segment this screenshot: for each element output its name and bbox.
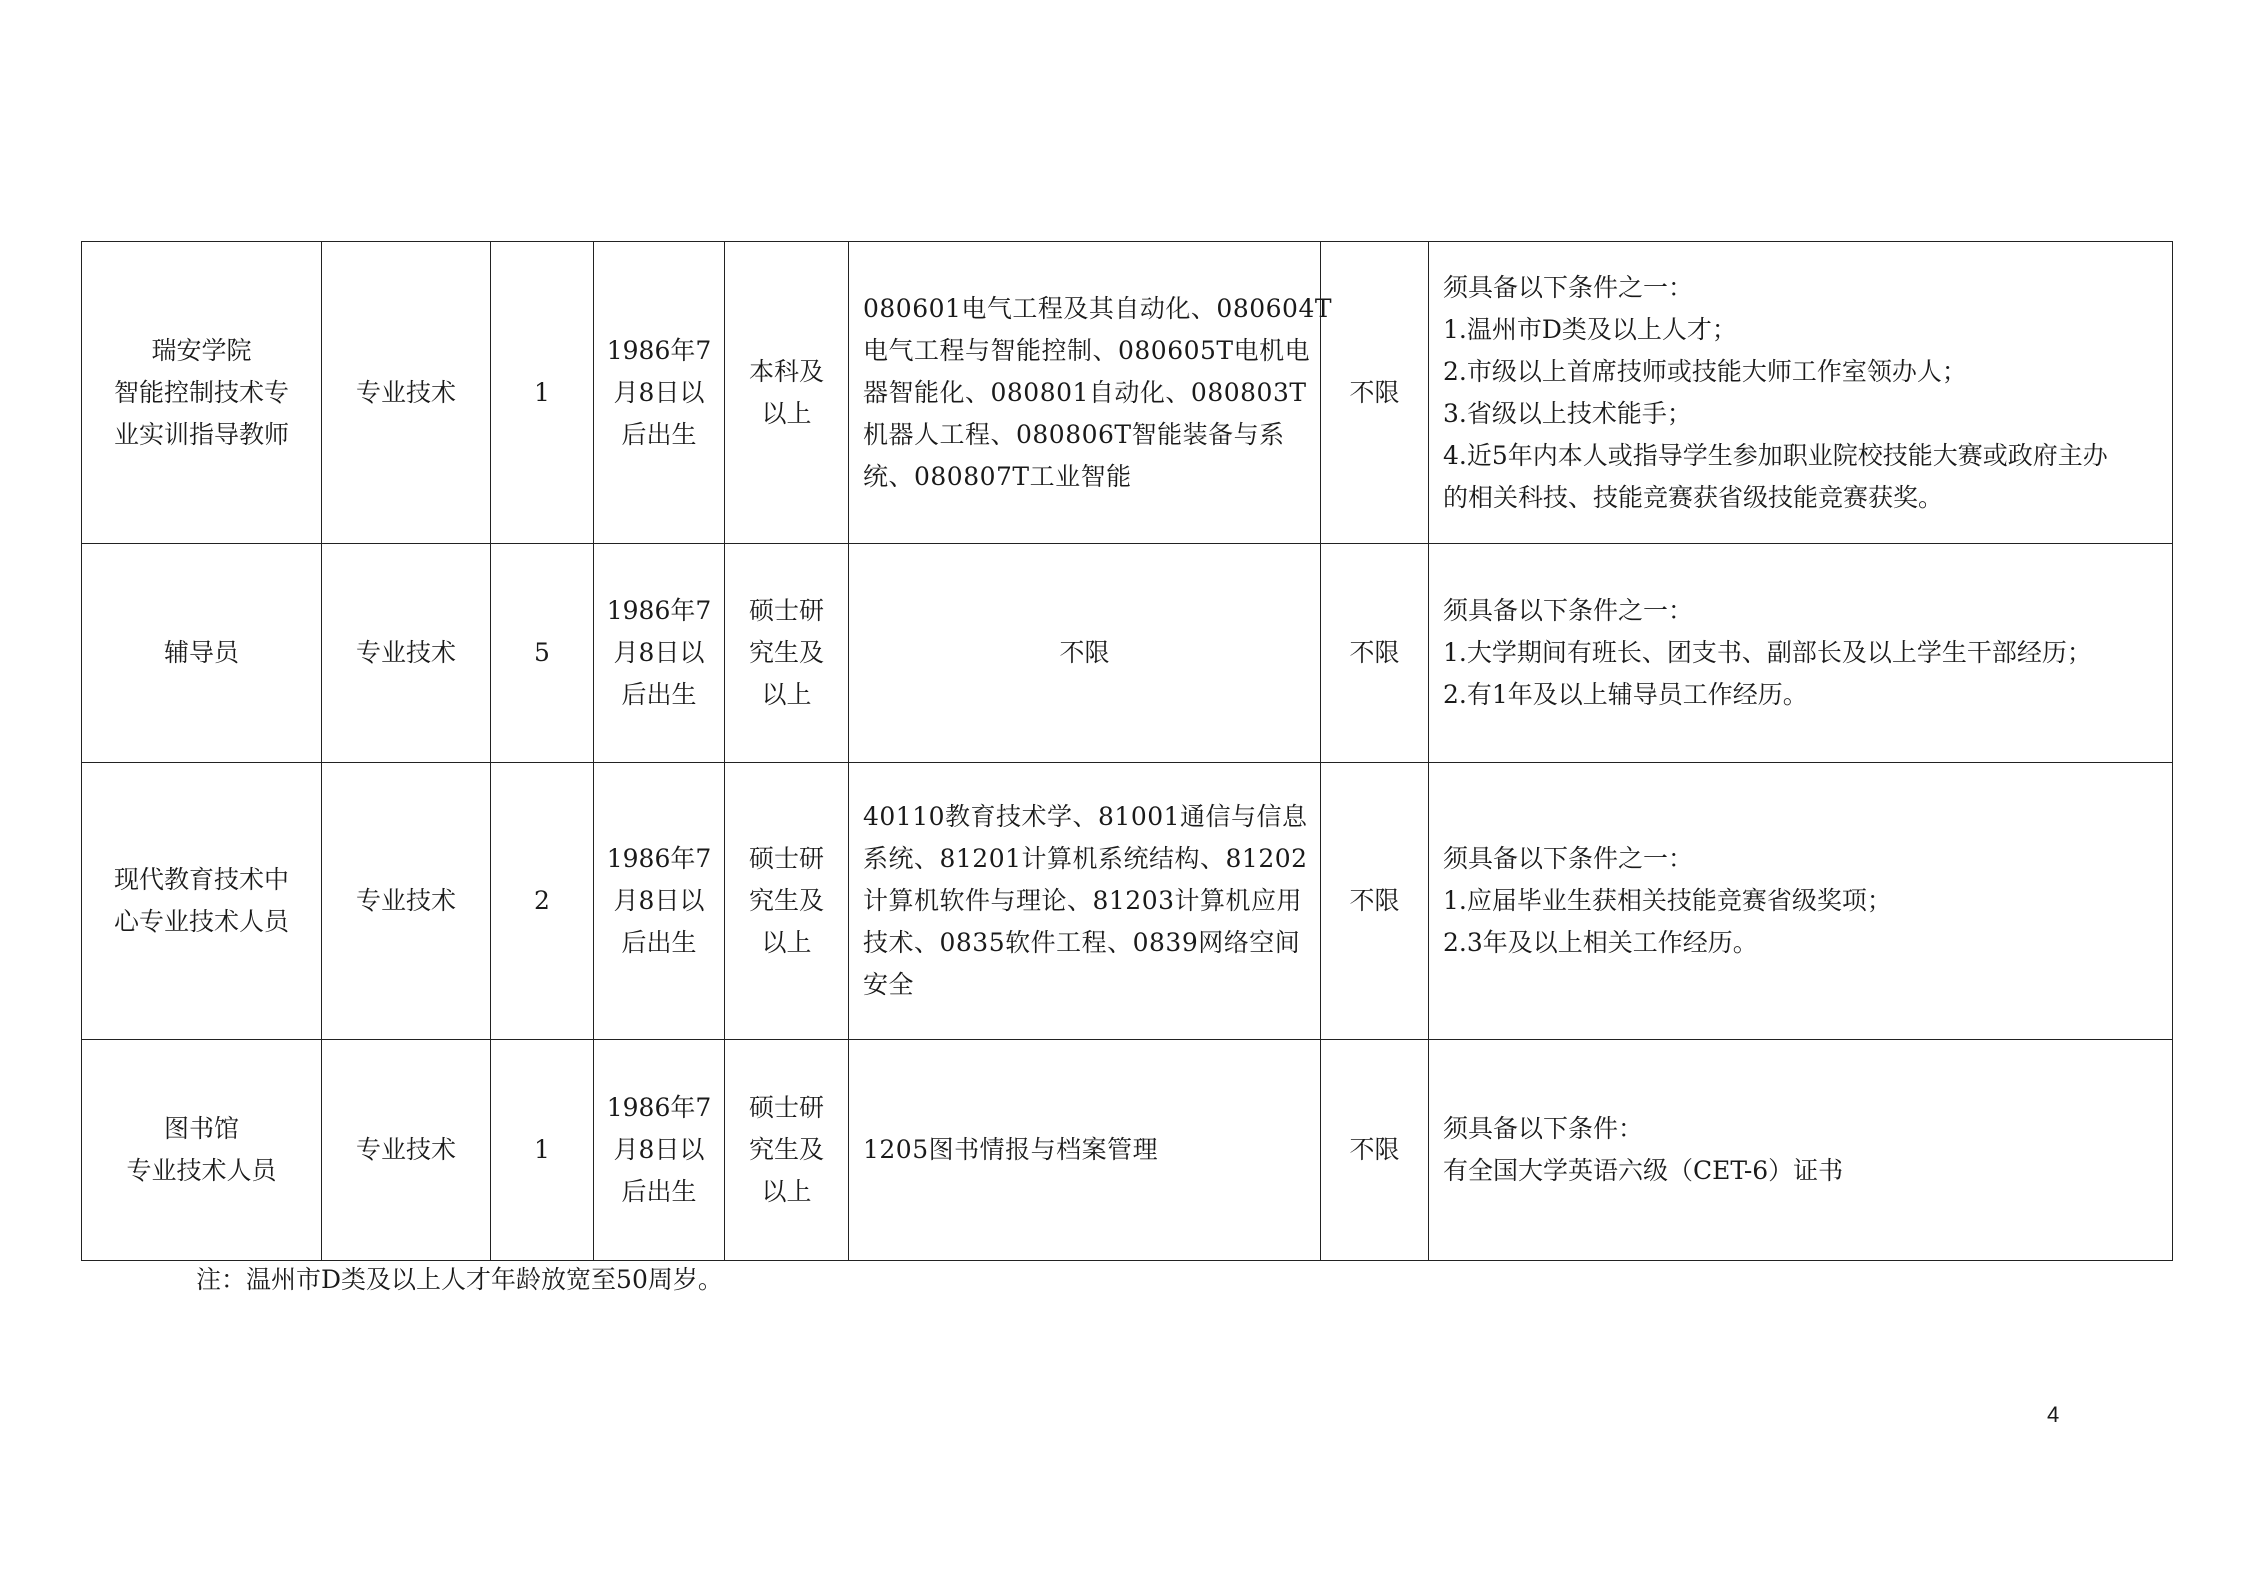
major-line: 统、080807T工业智能 [863, 461, 1132, 491]
political-cell: 不限 [1321, 763, 1429, 1040]
requirement-line: 3.省级以上技术能手； [1443, 398, 1692, 428]
education-line: 本科及 [748, 356, 824, 386]
education-line: 究生及 [748, 638, 824, 667]
unit-line: 现代教育技术中 [113, 865, 289, 894]
birth-line: 月8日以 [613, 1135, 705, 1164]
political-cell: 不限 [1321, 242, 1429, 544]
count-cell: 1 [491, 242, 594, 544]
political-cell: 不限 [1321, 1040, 1429, 1261]
major-line: 系统、81201计算机系统结构、81202 [863, 844, 1308, 873]
education-line: 以上 [761, 1177, 812, 1206]
other-requirements-cell [1429, 1040, 2173, 1261]
major-line: 安全 [863, 970, 915, 999]
requirement-line: 1.应届毕业生获相关技能竞赛省级奖项； [1443, 886, 1892, 915]
unit-position-cell [82, 763, 322, 1040]
other-requirements-cell [1429, 544, 2173, 763]
birth-cell [594, 242, 725, 544]
birth-line: 1986年7 [606, 844, 712, 873]
major-line: 080601电气工程及其自动化、080604T [863, 293, 1333, 323]
birth-line: 后出生 [621, 419, 697, 449]
birth-cell [594, 544, 725, 763]
requirement-line: 2.有1年及以上辅导员工作经历。 [1443, 680, 1808, 709]
requirement-line: 1.温州市D类及以上人才； [1443, 314, 1737, 344]
education-line: 究生及 [748, 1135, 824, 1164]
major-cell [849, 544, 1321, 763]
education-line: 硕士研 [748, 844, 824, 873]
requirement-line: 1.大学期间有班长、团支书、副部长及以上学生干部经历； [1443, 638, 2092, 667]
requirement-line: 4.近5年内本人或指导学生参加职业院校技能大赛或政府主办 [1443, 440, 2108, 470]
major-line: 机器人工程、080806T智能装备与系 [863, 419, 1285, 449]
major-cell [849, 1040, 1321, 1261]
birth-line: 月8日以 [613, 638, 705, 667]
recruitment-table [81, 241, 2173, 1261]
major-line: 电气工程与智能控制、080605T电机电 [863, 335, 1311, 365]
education-line: 以上 [761, 398, 812, 428]
major-line: 计算机软件与理论、81203计算机应用 [863, 886, 1303, 915]
footnote: 注：温州市D类及以上人才年龄放宽至50周岁。 [196, 1265, 723, 1294]
birth-cell [594, 1040, 725, 1261]
count-cell: 5 [491, 544, 594, 763]
major-line: 40110教育技术学、81001通信与信息 [863, 802, 1308, 831]
unit-line: 业实训指导教师 [113, 419, 289, 449]
category-cell: 专业技术 [322, 1040, 491, 1261]
major-line: 不限 [1059, 638, 1110, 667]
education-cell [725, 763, 849, 1040]
count-cell: 1 [491, 1040, 594, 1261]
page-number: 4 [2047, 1402, 2060, 1427]
birth-line: 月8日以 [613, 886, 705, 915]
birth-cell [594, 763, 725, 1040]
unit-position-cell [82, 1040, 322, 1261]
requirement-line: 的相关科技、技能竞赛获省级技能竞赛获奖。 [1443, 482, 1944, 512]
major-cell [849, 763, 1321, 1040]
birth-line: 后出生 [621, 680, 697, 709]
birth-line: 后出生 [621, 1177, 697, 1206]
requirement-line: 2.市级以上首席技师或技能大师工作室领办人； [1443, 356, 1967, 386]
unit-line: 心专业技术人员 [113, 907, 289, 936]
other-requirements-cell [1429, 763, 2173, 1040]
unit-line: 图书馆 [163, 1114, 239, 1143]
unit-line: 智能控制技术专 [113, 377, 289, 407]
education-cell [725, 242, 849, 544]
other-requirements-cell [1429, 242, 2173, 544]
birth-line: 后出生 [621, 928, 697, 957]
table-row [82, 242, 2173, 544]
birth-line: 1986年7 [606, 335, 712, 365]
requirement-line: 须具备以下条件之一： [1443, 844, 1694, 873]
birth-line: 1986年7 [606, 596, 712, 625]
birth-line: 月8日以 [613, 377, 705, 407]
category-cell: 专业技术 [322, 242, 491, 544]
table-row [82, 544, 2173, 763]
birth-line: 1986年7 [606, 1093, 712, 1122]
category-cell: 专业技术 [322, 544, 491, 763]
education-line: 硕士研 [748, 596, 824, 625]
unit-line: 辅导员 [163, 638, 239, 667]
unit-line: 瑞安学院 [151, 335, 252, 365]
major-line: 器智能化、080801自动化、080803T [863, 377, 1307, 407]
requirement-line: 须具备以下条件之一： [1443, 272, 1694, 302]
major-cell [849, 242, 1333, 544]
unit-line: 专业技术人员 [126, 1156, 277, 1185]
requirement-line: 须具备以下条件之一： [1443, 596, 1694, 625]
requirement-line: 须具备以下条件： [1443, 1114, 1644, 1143]
political-cell: 不限 [1321, 544, 1429, 763]
major-line: 1205图书情报与档案管理 [863, 1135, 1159, 1164]
requirement-line: 2.3年及以上相关工作经历。 [1443, 928, 1758, 957]
unit-position-cell [82, 544, 322, 763]
category-cell: 专业技术 [322, 763, 491, 1040]
education-line: 以上 [761, 928, 812, 957]
major-line: 技术、0835软件工程、0839网络空间 [863, 928, 1301, 957]
table-row [82, 763, 2173, 1040]
education-cell [725, 544, 849, 763]
education-line: 硕士研 [748, 1093, 824, 1122]
education-line: 究生及 [748, 886, 824, 915]
education-cell [725, 1040, 849, 1261]
requirement-line: 有全国大学英语六级（CET-6）证书 [1443, 1156, 1844, 1185]
unit-position-cell [82, 242, 322, 544]
table-row [82, 1040, 2173, 1261]
count-cell: 2 [491, 763, 594, 1040]
education-line: 以上 [761, 680, 812, 709]
